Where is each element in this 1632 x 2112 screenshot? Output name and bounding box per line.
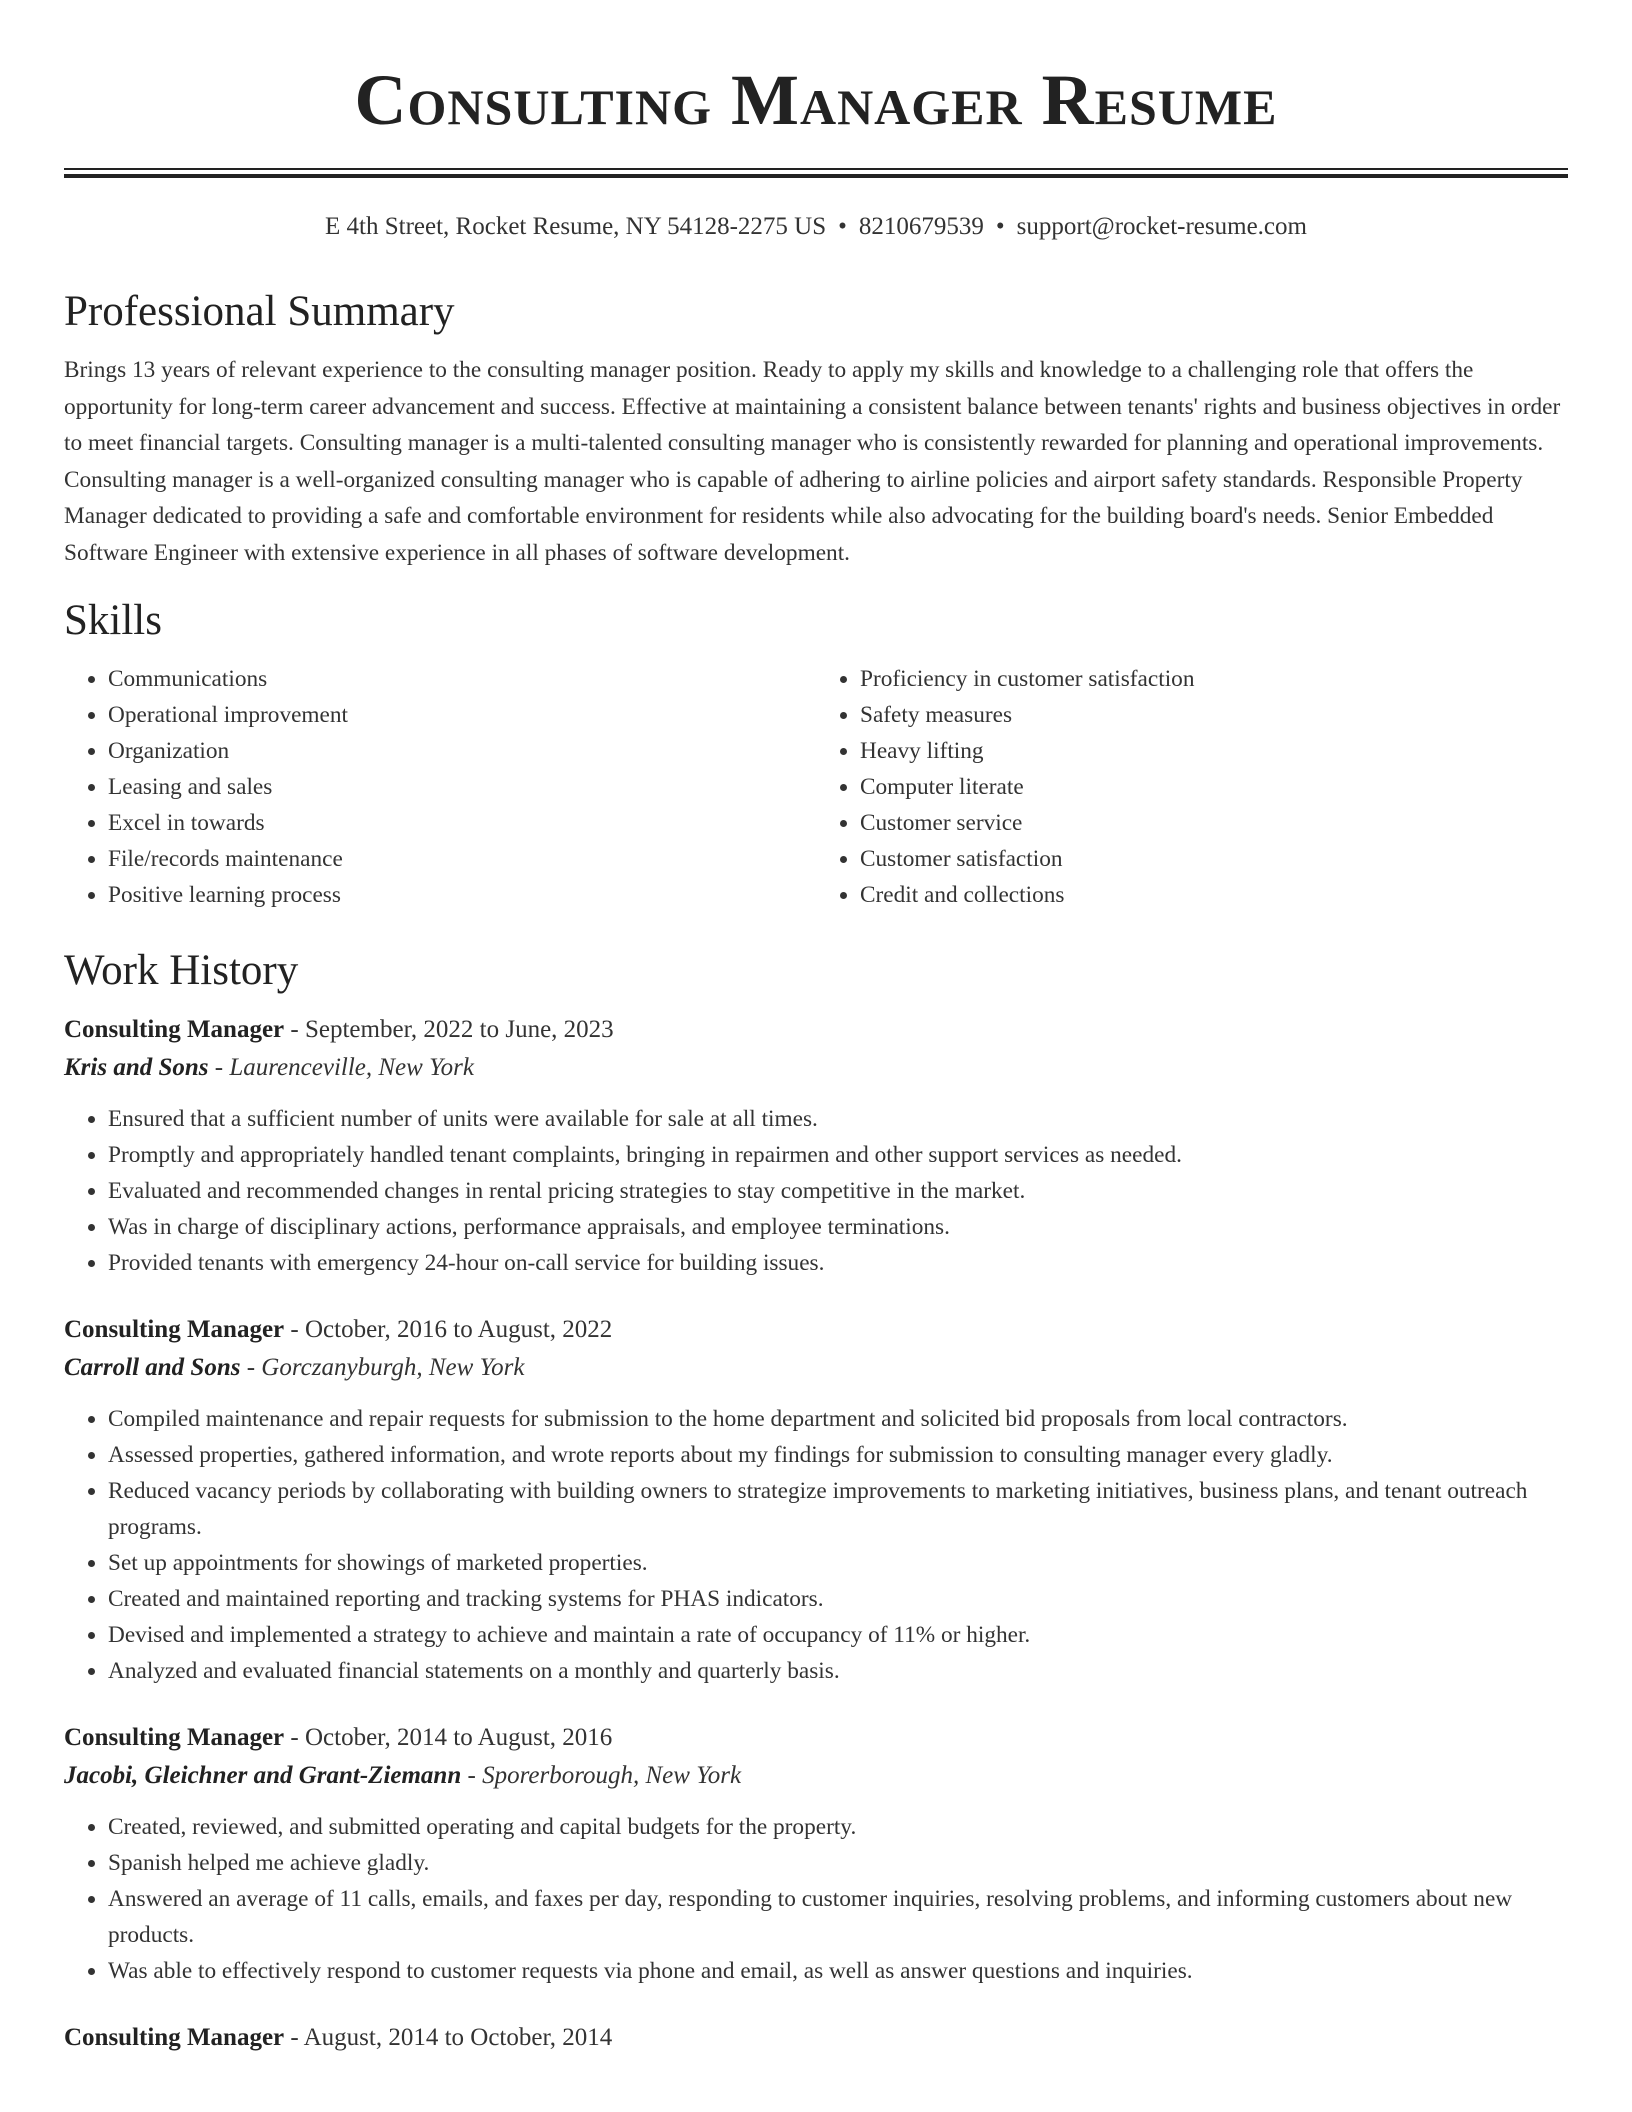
resume-page: [64, 0, 1568, 2057]
job-title: Consulting Manager: [64, 2024, 285, 2051]
job-bullet: • Spanish helped me achieve gladly.: [108, 1845, 1568, 1881]
job-bullet: • Answered an average of 11 calls, emails, and faxes per day, responding to customer inquiries, resolving problems, and informing customers about new products.: [108, 1881, 1568, 1953]
job-bullet: • Was able to effectively respond to customer requests via phone and email, as well as answer questions and inquiries.: [108, 1953, 1568, 1989]
company-location: - Sporerborough, New York: [461, 1762, 742, 1789]
skills-list-right: [816, 661, 1568, 913]
contact-email: support@rocket-resume.com: [1016, 213, 1307, 240]
skills-list-left: [64, 661, 816, 913]
job-bullet: • Assessed properties, gathered information, and wrote reports about my findings for submission to consulting manager every gladly.: [108, 1437, 1568, 1473]
job-title: Consulting Manager: [64, 1724, 285, 1751]
skill-item: • Proficiency in customer satisfaction: [860, 661, 1568, 697]
company-line: [64, 1349, 1568, 1387]
job-entry: [64, 1011, 1568, 1281]
job-title: Consulting Manager: [64, 1316, 285, 1343]
job-bullet: • Set up appointments for showings of marketed properties.: [108, 1545, 1568, 1581]
company-line: [64, 1049, 1568, 1087]
skill-item: • Computer literate: [860, 769, 1568, 805]
skill-item: • Leasing and sales: [108, 769, 816, 805]
job-bullet: • Evaluated and recommended changes in rental pricing strategies to stay competitive in the market.: [108, 1173, 1568, 1209]
skill-item: • Communications: [108, 661, 816, 697]
job-bullets: [64, 1809, 1568, 1989]
job-bullet: • Promptly and appropriately handled tenant complaints, bringing in repairmen and other support services as needed.: [108, 1137, 1568, 1173]
company-line: [64, 1757, 1568, 1795]
job-entry: [64, 1311, 1568, 1689]
company-location: - Gorczanyburgh, New York: [240, 1354, 525, 1381]
skill-item: • Safety measures: [860, 697, 1568, 733]
skill-item: • Heavy lifting: [860, 733, 1568, 769]
job-entry: [64, 2019, 1568, 2057]
job-bullet: • Was in charge of disciplinary actions, performance appraisals, and employee terminations.: [108, 1209, 1568, 1245]
skill-item: • Organization: [108, 733, 816, 769]
skill-item: • Operational improvement: [108, 697, 816, 733]
work-history-heading: Work History: [64, 947, 299, 994]
company-name: Kris and Sons: [64, 1054, 209, 1081]
job-bullets: [64, 1101, 1568, 1281]
job-title: Consulting Manager: [64, 1016, 285, 1043]
job-dates: - August, 2014 to October, 2014: [284, 2024, 613, 2051]
skill-item: • Customer service: [860, 805, 1568, 841]
skill-item: • Excel in towards: [108, 805, 816, 841]
job-bullets: [64, 1401, 1568, 1689]
contact-address: E 4th Street, Rocket Resume, NY 54128-2275 US: [325, 213, 827, 240]
skill-item: • Customer satisfaction: [860, 841, 1568, 877]
skill-item: • File/records maintenance: [108, 841, 816, 877]
contact-phone: 8210679539: [858, 213, 984, 240]
job-title-line: [64, 1311, 1568, 1349]
job-title-line: [64, 1719, 1568, 1757]
company-name: Jacobi, Gleichner and Grant-Ziemann: [64, 1762, 462, 1789]
job-entry: [64, 1719, 1568, 1989]
job-bullet: • Compiled maintenance and repair requests for submission to the home department and solicited bid proposals from local contractors.: [108, 1401, 1568, 1437]
job-dates: - October, 2016 to August, 2022: [284, 1316, 613, 1343]
contact-separator: •: [838, 213, 847, 240]
job-bullet: • Provided tenants with emergency 24-hour on-call service for building issues.: [108, 1245, 1568, 1281]
summary-text: Brings 13 years of relevant experience to the consulting manager position. Ready to apply my skills and knowledge to a challenging role that offers the opportunity for long-term career advancement and success. Effective at maintaining a consistent balance between tenants' rights and business objectives in order to meet financial targets. Consulting manager is a multi-talented consulting manager who is consistently rewarded for planning and operational improvements. Consulting manager is a well-organized consulting manager who is capable of adhering to airline policies and airport safety standards. Responsible Property Manager dedicated to providing a safe and comfortable environment for residents while also advocating for the building board's needs. Senior Embedded Software Engineer with extensive experience in all phases of software development.: [64, 357, 1561, 566]
skill-item: • Positive learning process: [108, 877, 816, 913]
job-bullet: • Analyzed and evaluated financial statements on a monthly and quarterly basis.: [108, 1653, 1568, 1689]
skills-columns: [64, 661, 1568, 913]
summary-heading: Professional Summary: [64, 288, 455, 335]
job-bullet: • Ensured that a sufficient number of units were available for sale at all times.: [108, 1101, 1568, 1137]
job-bullet: • Reduced vacancy periods by collaborating with building owners to strategize improvements to marketing initiatives, business plans, and tenant outreach programs.: [108, 1473, 1568, 1545]
company-name: Carroll and Sons: [64, 1354, 241, 1381]
job-bullet: • Created and maintained reporting and tracking systems for PHAS indicators.: [108, 1581, 1568, 1617]
skill-item: • Credit and collections: [860, 877, 1568, 913]
job-bullet: • Created, reviewed, and submitted operating and capital budgets for the property.: [108, 1809, 1568, 1845]
skills-heading: Skills: [64, 597, 162, 644]
job-title-line: [64, 1011, 1568, 1049]
contact-separator: •: [995, 213, 1005, 240]
job-dates: - September, 2022 to June, 2023: [284, 1016, 614, 1043]
resume-title: Consulting Manager Resume: [354, 60, 1278, 140]
title-divider: [64, 168, 1568, 178]
contact-line: [64, 212, 1568, 242]
job-dates: - October, 2014 to August, 2016: [284, 1724, 613, 1751]
company-location: - Laurenceville, New York: [208, 1054, 475, 1081]
job-title-line: [64, 2019, 1568, 2057]
job-bullet: • Devised and implemented a strategy to achieve and maintain a rate of occupancy of 11% or higher.: [108, 1617, 1568, 1653]
